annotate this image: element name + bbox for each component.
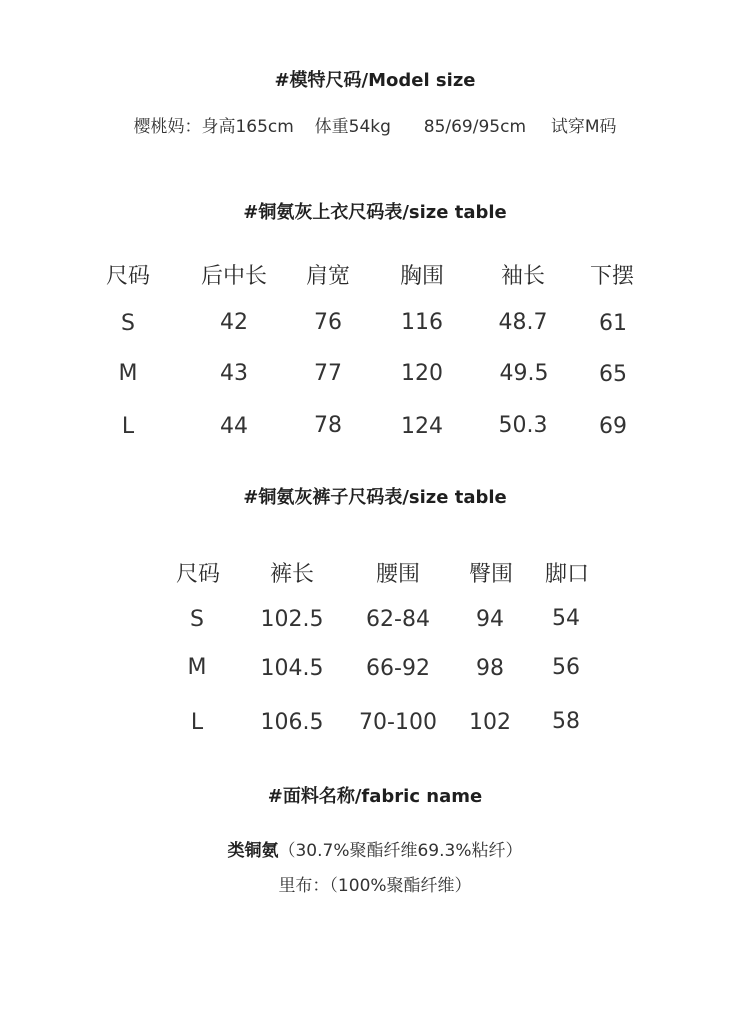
top-row-l-size: L xyxy=(121,414,135,439)
pants-row-m-size: M xyxy=(187,655,207,680)
top-table-heading: #铜氨灰上衣尺码表/size table xyxy=(243,202,507,223)
top-col-size: 尺码 xyxy=(105,264,151,289)
pants-row-l-hip: 102 xyxy=(469,710,511,735)
pants-row-s-length: 102.5 xyxy=(260,607,324,632)
pants-row-l-size: L xyxy=(190,710,204,735)
pants-col-size: 尺码 xyxy=(175,562,221,587)
pants-row-m-leg-opening: 56 xyxy=(552,655,580,680)
model-info-line xyxy=(0,112,750,137)
top-row-s-back-length: 42 xyxy=(220,310,248,335)
top-col-shoulder: 肩宽 xyxy=(305,264,351,289)
top-row-s-shoulder: 76 xyxy=(314,310,342,335)
pants-row-m-length: 104.5 xyxy=(260,656,324,681)
top-row-m-hem: 65 xyxy=(599,362,627,387)
pants-table-heading: #铜氨灰裤子尺码表/size table xyxy=(243,487,507,508)
top-row-s-size: S xyxy=(121,311,135,336)
top-row-m-back-length: 43 xyxy=(220,361,248,386)
fabric-main-line xyxy=(0,836,750,861)
model-size-heading: #模特尺码/Model size xyxy=(274,70,476,91)
top-col-chest: 胸围 xyxy=(399,264,445,289)
pants-row-l-length: 106.5 xyxy=(260,710,324,735)
top-row-m-shoulder: 77 xyxy=(314,361,342,386)
top-col-sleeve: 袖长 xyxy=(500,264,546,289)
top-row-s-chest: 116 xyxy=(401,310,443,335)
top-row-s-sleeve: 48.7 xyxy=(498,310,548,335)
top-row-m-size: M xyxy=(118,361,138,386)
fabric-main-label: 类铜氨 xyxy=(227,841,279,861)
fabric-lining-line: 里布：（100%聚酯纤维） xyxy=(278,876,472,896)
top-row-m-sleeve: 49.5 xyxy=(499,361,549,386)
pants-row-s-size: S xyxy=(190,607,204,632)
top-row-m-chest: 120 xyxy=(401,361,443,386)
pants-row-s-waist: 62-84 xyxy=(366,607,430,632)
model-weight: 体重54kg xyxy=(314,117,391,137)
pants-row-m-waist: 66-92 xyxy=(366,656,430,681)
fabric-main-detail: （30.7%聚酯纤维69.3%粘纤） xyxy=(278,841,523,861)
top-row-l-sleeve: 50.3 xyxy=(498,413,548,438)
top-row-s-hem: 61 xyxy=(599,311,627,336)
pants-row-s-hip: 94 xyxy=(476,607,504,632)
pants-row-l-waist: 70-100 xyxy=(359,710,437,735)
top-row-l-back-length: 44 xyxy=(220,414,248,439)
pants-col-length: 裤长 xyxy=(269,562,315,587)
model-tried-size: 试穿M码 xyxy=(550,117,617,137)
pants-row-l-leg-opening: 58 xyxy=(552,709,580,734)
top-col-hem: 下摆 xyxy=(589,264,635,289)
pants-row-m-hip: 98 xyxy=(476,656,504,681)
top-row-l-shoulder: 78 xyxy=(314,413,342,438)
model-height: 樱桃妈：身高165cm xyxy=(133,117,294,137)
model-measurements: 85/69/95cm xyxy=(423,117,527,137)
pants-col-leg-opening: 脚口 xyxy=(544,562,590,587)
top-col-back-length: 后中长 xyxy=(200,264,268,289)
top-row-l-hem: 69 xyxy=(599,414,627,439)
top-row-l-chest: 124 xyxy=(401,414,443,439)
pants-row-s-leg-opening: 54 xyxy=(552,606,580,631)
pants-col-hip: 臀围 xyxy=(468,562,514,587)
fabric-heading: #面料名称/fabric name xyxy=(267,786,483,807)
pants-col-waist: 腰围 xyxy=(375,562,421,587)
